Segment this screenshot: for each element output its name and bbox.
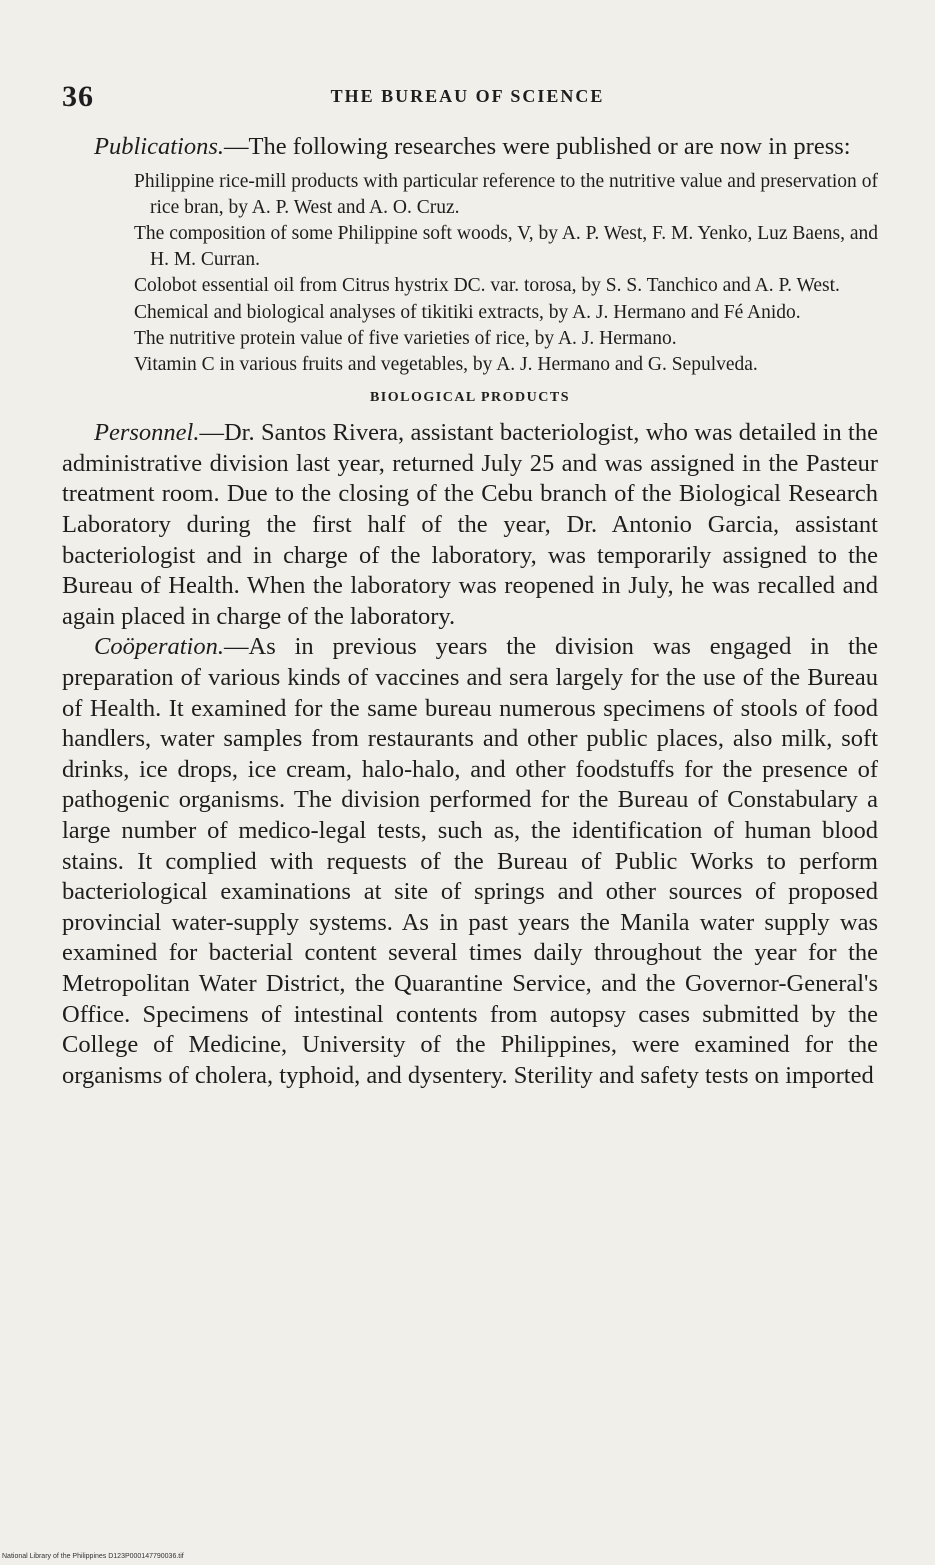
publication-item: The nutritive protein value of five varieties of rice, by A. J. Hermano.	[134, 327, 677, 349]
publications-intro: —The following researches were published or are now in press:	[223, 133, 851, 160]
page-number: 36	[62, 80, 94, 113]
publication-item: The composition of some Philippine soft woods, V, by A. P. West, F. M. Yenko, Luz Baens, and H. M. Curran.	[134, 223, 878, 271]
publication-item: Vitamin C in various fruits and vegetables, by A. J. Hermano and G. Sepulveda.	[134, 354, 758, 376]
cooperation-label: Coöperation.	[94, 633, 224, 661]
publication-item: Chemical and biological analyses of tikitiki extracts, by A. J. Hermano and Fé Anido.	[134, 301, 801, 323]
body-text	[62, 132, 878, 1091]
publication-item: Colobot essential oil from Citrus hystrix DC. var. torosa, by S. S. Tanchico and A. P. West.	[134, 275, 840, 297]
personnel-label: Personnel.	[94, 419, 200, 447]
personnel-text: —Dr. Santos Rivera, assistant bacteriologist, who was detailed in the administrative division last year, returned July 25 and was assigned in the Pasteur treatment room. Due to the closing of the Cebu branch of the Biological Research Laboratory during the first half of the year, Dr. Antonio Garcia, assistant bacteriologist and in charge of the laboratory, was temporarily assigned to the Bureau of Health. When the laboratory was reopened in July, he was recalled and again placed in charge of the laboratory.	[62, 419, 878, 630]
personnel-paragraph	[62, 418, 878, 632]
scan-footer: National Library of the Philippines D123P000147790036.tif	[2, 1553, 184, 1560]
cooperation-paragraph	[62, 632, 878, 1091]
running-head: THE BUREAU OF SCIENCE	[330, 86, 605, 106]
section-heading: BIOLOGICAL PRODUCTS	[369, 390, 571, 406]
publications-paragraph	[62, 132, 878, 163]
publications-label: Publications.	[94, 133, 224, 160]
page-header	[62, 80, 873, 116]
cooperation-text: —As in previous years the division was engaged in the preparation of various kinds of vaccines and sera largely for the use of the Bureau of Health. It examined for the same bureau numerous specimens of stools of food handlers, water samples from restaurants and other public places, also milk, soft drinks, ice drops, ice cream, halo-halo, and other foodstuffs for the presence of pathogenic organisms. The division performed for the Bureau of Constabulary a large number of medico-legal tests, such as, the identification of human blood stains. It complied with requests of the Bureau of Public Works to perform bacteriological examinations at site of springs and other sources of proposed provincial water-supply systems. As in past years the Manila water supply was examined for bacterial content several times daily throughout the year for the Metropolitan Water District, the Quarantine Service, and the Governor-General's Office. Specimens of intestinal contents from autopsy cases submitted by the College of Medicine, University of the Philippines, were examined for the organisms of cholera, typhoid, and dysentery. Sterility and safety tests on imported	[62, 633, 878, 1089]
publication-item: Philippine rice-mill products with particular reference to the nutritive value and preservation of rice bran, by A. P. West and A. O. Cruz.	[134, 170, 878, 218]
publications-list	[62, 169, 878, 379]
